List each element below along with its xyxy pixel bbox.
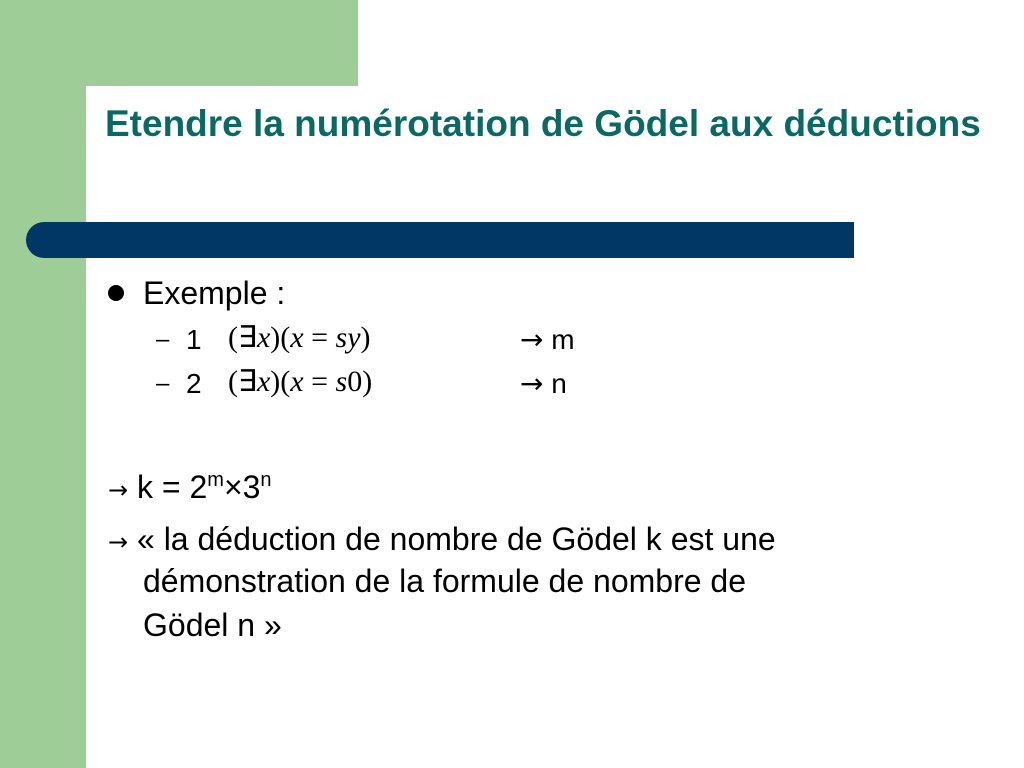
formula-2: (∃x)(x = s0) [228,365,373,398]
quote-line-1: → « la déduction de nombre de Gödel k est une [108,521,776,557]
arrow-icon: → [520,367,544,400]
arrow-icon: → [108,476,129,504]
arrow-icon: → [520,323,544,356]
item-number: 2 [186,368,202,399]
formula-1: (∃x)(x = sy) [228,321,371,354]
result-2: → n [520,367,567,400]
title-underline-bar [26,222,854,258]
sub-bullet-dash: – [156,370,170,397]
item-number: 1 [186,324,202,355]
top-decor-band [0,0,358,86]
result-1: → m [520,323,575,356]
arrow-icon: → [108,528,129,556]
bullet-dot [108,285,124,301]
example-label: Exemple : [143,275,286,311]
sub-bullet-dash: – [156,326,170,353]
left-decor-band [0,0,86,768]
k-definition: → $k = 2^m\times 3^n$ [108,469,272,505]
quote-line-3: Gödel n » [143,607,282,643]
slide-title: Etendre la numérotation de Gödel aux déductions [105,103,981,144]
quote-line-2: démonstration de la formule de nombre de [143,563,747,599]
